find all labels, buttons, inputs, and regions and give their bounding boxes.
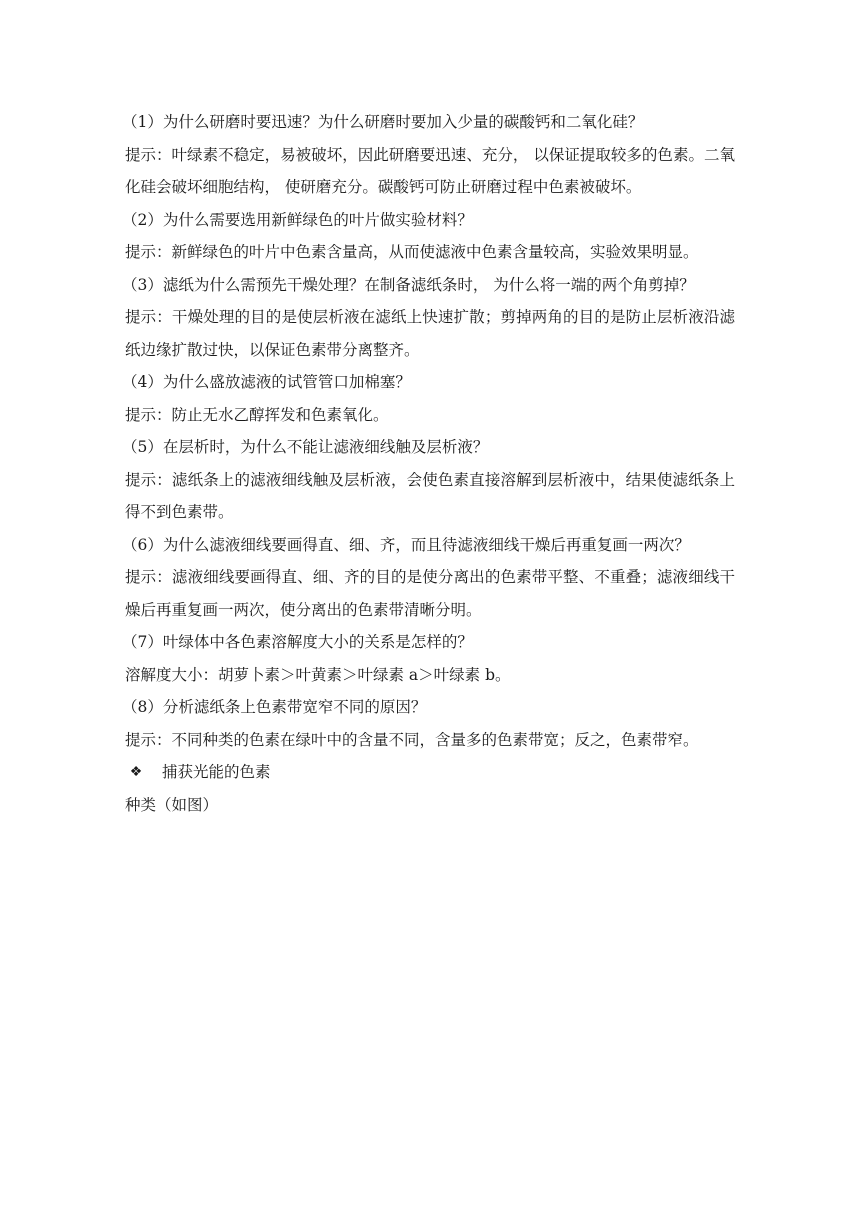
answer-2: 提示：新鲜绿色的叶片中色素含量高，从而使滤液中色素含量较高，实验效果明显。 <box>125 243 699 261</box>
answer-7: 溶解度大小：胡萝卜素＞叶黄素＞叶绿素 a＞叶绿素 b。 <box>125 665 511 684</box>
question-5: （5）在层析时，为什么不能让滤液细线触及层析液？ <box>122 438 489 456</box>
answer-6: 提示：滤液细线要画得直、细、齐的目的是使分离出的色素带平整、不重叠；滤液细线干燥后再重复画一两次，使分离出的色素带清晰分明。 <box>125 568 735 619</box>
document-body <box>122 106 735 821</box>
section-heading-text: 捕获光能的色素 <box>162 763 271 781</box>
question-7: （7）叶绿体中各色素溶解度大小的关系是怎样的？ <box>122 633 473 651</box>
question-6: （6）为什么滤液细线要画得直、细、齐，而且待滤液细线干燥后再重复画一两次？ <box>122 535 690 554</box>
answer-8: 提示：不同种类的色素在绿叶中的含量不同，含量多的色素带宽；反之，色素带窄。 <box>125 730 699 749</box>
trailing-line: 种类（如图） <box>125 795 219 814</box>
question-1: （1）为什么研磨时要迅速？为什么研磨时要加入少量的碳酸钙和二氧化硅？ <box>122 113 644 131</box>
answer-5: 提示：滤纸条上的滤液细线触及层析液，会使色素直接溶解到层析液中，结果使滤纸条上得不到色素带。 <box>125 470 735 521</box>
question-2: （2）为什么需要选用新鲜绿色的叶片做实验材料？ <box>122 210 473 229</box>
question-3: （3）滤纸为什么需预先干燥处理？在制备滤纸条时， 为什么将一端的两个角剪掉？ <box>122 275 695 294</box>
answer-3: 提示：干燥处理的目的是使层析液在滤纸上快速扩散；剪掉两角的目的是防止层析液沿滤纸边缘扩散过快，以保证色素带分离整齐。 <box>125 308 735 359</box>
question-8: （8）分析滤纸条上色素带宽窄不同的原因？ <box>122 698 427 716</box>
answer-4: 提示：防止无水乙醇挥发和色素氧化。 <box>125 405 389 424</box>
section-heading <box>125 756 735 789</box>
answer-1: 提示：叶绿素不稳定，易被破坏，因此研磨要迅速、充分， 以保证提取较多的色素。二氧化硅会破坏细胞结构， 使研磨充分。碳酸钙可防止研磨过程中色素被破坏。 <box>125 145 735 196</box>
diamond-bullet-icon: ❖ <box>129 764 143 780</box>
question-4: （4）为什么盛放滤液的试管管口加棉塞？ <box>122 373 411 391</box>
